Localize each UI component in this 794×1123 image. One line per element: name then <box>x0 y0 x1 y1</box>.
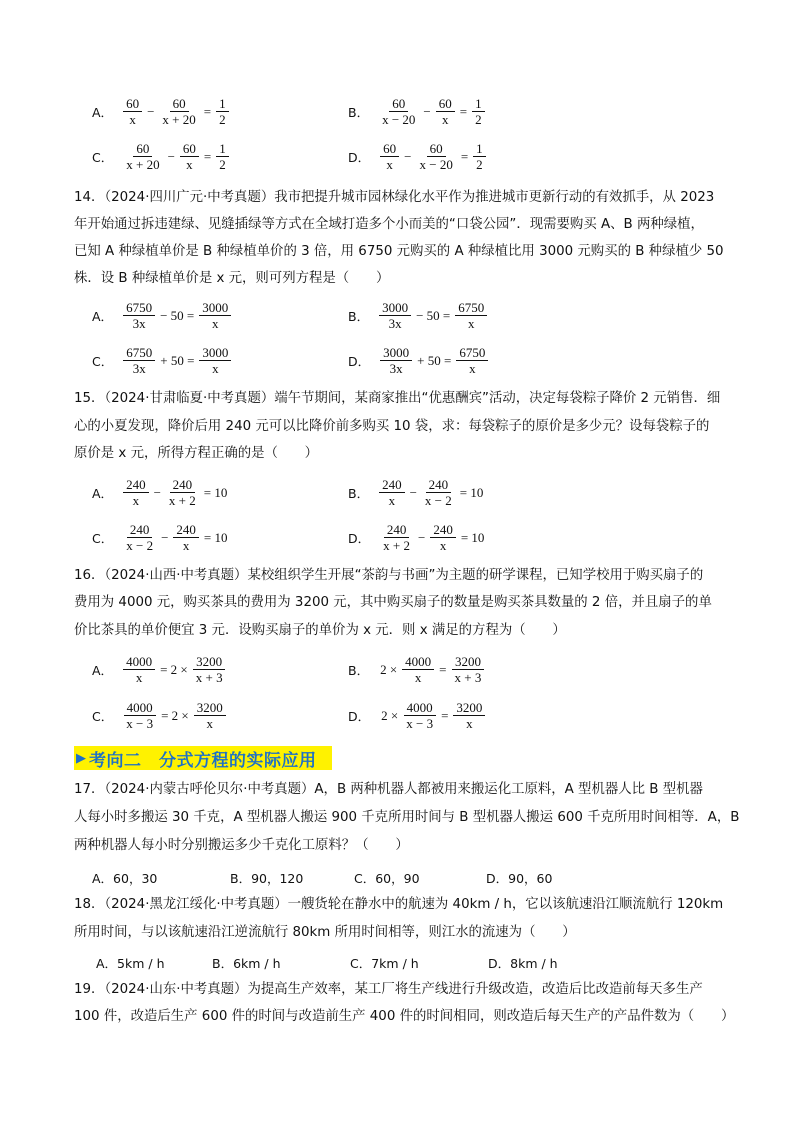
q16-option-a[interactable]: A． $\frac{4000}{x}$ = 2 × $\frac{3200}{x + 3}$ <box>92 654 228 685</box>
fraction: $\frac{60}{x}$ <box>180 141 199 172</box>
option-label: B． <box>348 662 370 678</box>
fraction: $\frac{6750}{3x}$ <box>123 345 155 376</box>
fraction: $\frac{4000}{x}$ <box>123 654 155 685</box>
triangle-icon: ▶ <box>76 750 86 766</box>
fraction: $\frac{3200}{x}$ <box>194 700 226 731</box>
fraction: $\frac{60}{x}$ <box>380 141 399 172</box>
option-label: B． <box>348 485 370 501</box>
q14-stem-line: 株．设 B 种绿植单价是 x 元，则可列方程是（ ） <box>74 271 390 286</box>
q18-stem-line: 18．（2024·黑龙江绥化·中考真题）一艘货轮在静水中的航速为 40km / h，它以该航速沿江顺流航行 120km <box>74 897 724 912</box>
q17-option-c[interactable]: C．60，90 <box>354 871 420 886</box>
q13-option-c[interactable]: C． $\frac{60}{x + 20}$ − $\frac{60}{x}$ = $\frac{1}{2}$ <box>92 141 231 172</box>
q17-option-a[interactable]: A．60，30 <box>92 871 158 886</box>
q15-option-a[interactable]: A． $\frac{240}{x}$ − $\frac{240}{x + 2}$ = 10 <box>92 477 228 508</box>
fraction: $\frac{4000}{x}$ <box>402 654 434 685</box>
fraction: $\frac{3200}{x}$ <box>453 700 485 731</box>
fraction: $\frac{4000}{x - 3}$ <box>123 700 156 731</box>
fraction: $\frac{60}{x + 20}$ <box>162 96 196 127</box>
q14-option-a[interactable]: A． $\frac{6750}{3x}$ − 50 = $\frac{3000}{x}$ <box>92 300 233 331</box>
fraction: $\frac{240}{x - 2}$ <box>126 522 154 553</box>
fraction: $\frac{3000}{x}$ <box>199 345 231 376</box>
fraction: $\frac{6750}{x}$ <box>456 345 488 376</box>
fraction: $\frac{60}{x - 20}$ <box>419 141 453 172</box>
fraction: $\frac{3000}{3x}$ <box>380 345 412 376</box>
q14-stem-line: 14．（2024·四川广元·中考真题）我市把提升城市园林绿化水平作为推进城市更新行动的有效抓手，从 2023 <box>74 190 715 205</box>
fraction: $\frac{3000}{3x}$ <box>379 300 411 331</box>
section-title: 考向二 分式方程的实际应用 <box>89 750 317 771</box>
q15-option-b[interactable]: B． $\frac{240}{x}$ − $\frac{240}{x - 2}$ = 10 <box>348 477 484 508</box>
q15-stem-line: 15．（2024·甘肃临夏·中考真题）端午节期间，某商家推出“优惠酬宾”活动，决定每袋粽子降价 2 元销售．细 <box>74 391 721 406</box>
q17-option-b[interactable]: B．90，120 <box>230 871 304 886</box>
q19-stem-line: 19．（2024·山东·中考真题）为提高生产效率，某工厂将生产线进行升级改造，改造后比改造前每天多生产 <box>74 982 703 997</box>
fraction: $\frac{1}{2}$ <box>472 96 485 127</box>
option-label: A． <box>92 308 114 324</box>
fraction: $\frac{60}{x}$ <box>436 96 455 127</box>
option-label: B． <box>348 308 370 324</box>
q17-stem-line: 人每小时多搬运 30 千克，A 型机器人搬运 900 千克所用时间与 B 型机器人搬运 600 千克所用时间相等．A，B <box>74 810 740 825</box>
fraction: $\frac{3000}{x}$ <box>199 300 231 331</box>
q18-option-b[interactable]: B．6km / h <box>212 956 281 971</box>
q14-option-c[interactable]: C． $\frac{6750}{3x}$ + 50 = $\frac{3000}{x}$ <box>92 345 233 376</box>
q16-option-b[interactable]: B． 2 × $\frac{4000}{x}$ = $\frac{3200}{x + 3}$ <box>348 654 486 685</box>
fraction: $\frac{60}{x - 20}$ <box>382 96 416 127</box>
option-label: C． <box>92 353 114 369</box>
q15-option-d[interactable]: D． $\frac{240}{x + 2}$ − $\frac{240}{x}$ = 10 <box>348 522 485 553</box>
q15-stem-line: 原价是 x 元，所得方程正确的是（ ） <box>74 446 319 461</box>
q16-option-d[interactable]: D． 2 × $\frac{4000}{x - 3}$ = $\frac{3200}{x}$ <box>348 700 487 731</box>
q16-option-c[interactable]: C． $\frac{4000}{x - 3}$ = 2 × $\frac{3200}{x}$ <box>92 700 228 731</box>
fraction: $\frac{3200}{x + 3}$ <box>452 654 485 685</box>
fraction: $\frac{1}{2}$ <box>473 141 486 172</box>
option-label: C． <box>92 149 114 165</box>
q15-stem-line: 心的小夏发现，降价后用 240 元可以比降价前多购买 10 袋，求：每袋粽子的原价是多少元？设每袋粽子的 <box>74 419 710 434</box>
option-label: A． <box>92 485 114 501</box>
fraction: $\frac{240}{x}$ <box>430 522 456 553</box>
q14-option-d[interactable]: D． $\frac{3000}{3x}$ + 50 = $\frac{6750}{x}$ <box>348 345 490 376</box>
q16-stem-line: 费用为 4000 元，购买茶具的费用为 3200 元，其中购买扇子的数量是购买茶具数量的 2 倍，并且扇子的单 <box>74 595 712 610</box>
option-label: D． <box>348 353 371 369</box>
q17-option-d[interactable]: D．90，60 <box>486 871 553 886</box>
fraction: $\frac{240}{x + 2}$ <box>168 477 196 508</box>
option-label: C． <box>92 530 114 546</box>
option-label: D． <box>348 149 371 165</box>
q18-option-a[interactable]: A．5km / h <box>96 956 165 971</box>
fraction: $\frac{6750}{x}$ <box>455 300 487 331</box>
fraction: $\frac{60}{x}$ <box>123 96 142 127</box>
q18-stem-line: 所用时间，与以该航速沿江逆流航行 80km 所用时间相等，则江水的流速为（ ） <box>74 925 576 940</box>
q14-stem-line: 已知 A 种绿植单价是 B 种绿植单价的 3 倍，用 6750 元购买的 A 种绿植比用 3000 元购买的 B 种绿植少 50 <box>74 244 724 259</box>
q18-option-d[interactable]: D．8km / h <box>488 956 558 971</box>
section-header <box>74 746 332 770</box>
fraction: $\frac{240}{x + 2}$ <box>383 522 410 553</box>
q16-stem-line: 价比茶具的单价便宜 3 元．设购买扇子的单价为 x 元．则 x 满足的方程为（ ） <box>74 623 566 638</box>
fraction: $\frac{240}{x - 2}$ <box>424 477 452 508</box>
q13-option-b[interactable]: B． $\frac{60}{x - 20}$ − $\frac{60}{x}$ = $\frac{1}{2}$ <box>348 96 487 127</box>
q17-stem-line: 17．（2024·内蒙古呼伦贝尔·中考真题）A，B 两种机器人都被用来搬运化工原料，A 型机器人比 B 型机器 <box>74 782 703 797</box>
fraction: $\frac{4000}{x - 3}$ <box>403 700 436 731</box>
option-label: D． <box>348 530 371 546</box>
option-label: C． <box>92 708 114 724</box>
option-label: B． <box>348 104 370 120</box>
q14-stem-line: 年开始通过拆违建绿、见缝插绿等方式在全域打造多个小而美的“口袋公园”．现需要购买 A、B 两种绿植， <box>74 217 704 232</box>
q19-stem-line: 100 件，改造后生产 600 件的时间与改造前生产 400 件的时间相同，则改造后每天生产的产品件数为（ ） <box>74 1009 735 1024</box>
q16-stem-line: 16．（2024·山西·中考真题）某校组织学生开展“茶韵与书画”为主题的研学课程，已知学校用于购买扇子的 <box>74 568 704 583</box>
fraction: $\frac{1}{2}$ <box>216 141 229 172</box>
fraction: $\frac{3200}{x + 3}$ <box>193 654 226 685</box>
fraction: $\frac{240}{x}$ <box>173 522 199 553</box>
q13-option-d[interactable]: D． $\frac{60}{x}$ − $\frac{60}{x - 20}$ = $\frac{1}{2}$ <box>348 141 488 172</box>
q14-option-b[interactable]: B． $\frac{3000}{3x}$ − 50 = $\frac{6750}{x}$ <box>348 300 489 331</box>
fraction: $\frac{60}{x + 20}$ <box>126 141 160 172</box>
q17-stem-line: 两种机器人每小时分别搬运多少千克化工原料？（ ） <box>74 838 409 853</box>
option-label: A． <box>92 662 114 678</box>
fraction: $\frac{1}{2}$ <box>216 96 229 127</box>
fraction: $\frac{6750}{3x}$ <box>123 300 155 331</box>
q15-option-c[interactable]: C． $\frac{240}{x - 2}$ − $\frac{240}{x}$ = 10 <box>92 522 228 553</box>
q13-option-a[interactable]: A． $\frac{60}{x}$ − $\frac{60}{x + 20}$ = $\frac{1}{2}$ <box>92 96 231 127</box>
fraction: $\frac{240}{x}$ <box>379 477 405 508</box>
fraction: $\frac{240}{x}$ <box>123 477 149 508</box>
option-label: D． <box>348 708 371 724</box>
option-label: A． <box>92 104 114 120</box>
q18-option-c[interactable]: C．7km / h <box>350 956 419 971</box>
